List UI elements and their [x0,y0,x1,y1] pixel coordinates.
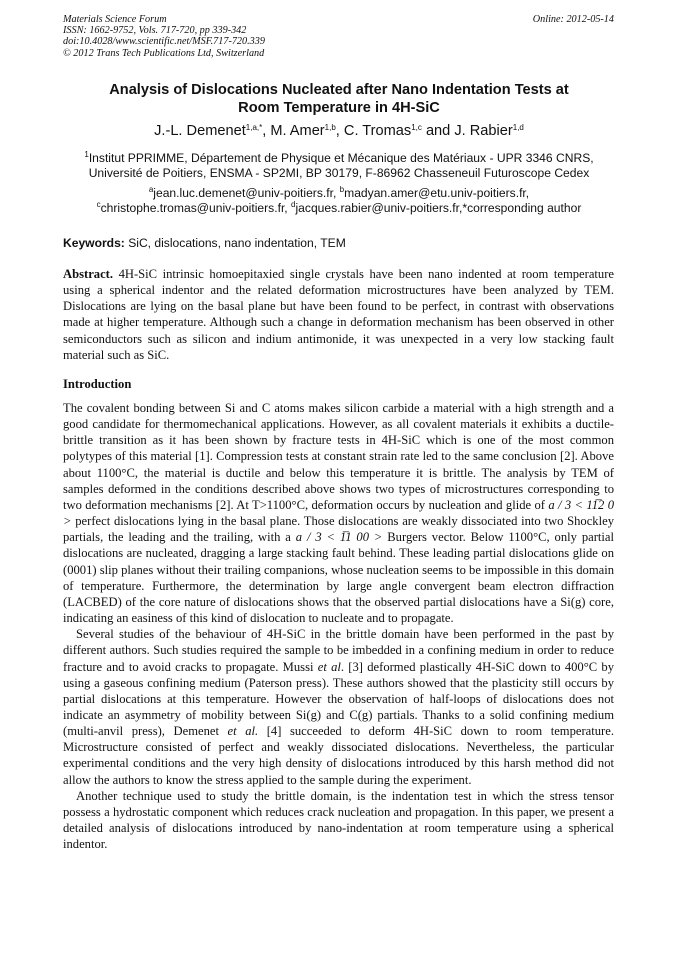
author-name: and J. Rabier [421,123,513,139]
email-a[interactable]: jean.luc.demenet@univ-poitiers.fr, [153,186,340,200]
journal-name: Materials Science Forum [63,14,167,25]
keywords-text: SiC, dislocations, nano indentation, TEM [124,236,346,250]
issn-line: ISSN: 1662-9752, Vols. 717-720, pp 339-342 [63,25,247,37]
author-list [63,123,615,139]
keywords [63,236,346,250]
title-line-2: Room Temperature in 4H-SiC [238,100,440,116]
section-heading-introduction: Introduction [63,377,132,391]
author-name: J.-L. Demenet [154,123,246,139]
author-sup: 1,b [324,123,336,132]
email-block [63,186,615,215]
email-line-2: $^c$christophe.tromas@univ-poitiers.fr, $^d$jacques.rabier@univ-poitiers.fr,*corresponding author [96,199,582,215]
author-sup: 1,a,* [245,123,263,132]
affiliation-line-2: Université de Poitiers, ENSMA - SP2MI, BP 30179, F-86962 Chasseneuil Futuroscope Cedex [88,165,590,180]
doi-line: doi:10.4028/www.scientific.net/MSF.717-720.339 [63,36,265,48]
keywords-label: Keywords: [63,236,125,250]
abstract-text: 4H-SiC intrinsic homoepitaxied single crystals have been nano indented at room temperature using a spherical indentor and the related deformation microstructures have been analyzed by TEM. Dislocations are lying on the basal plane but have been found to be perfect, in contrast with observations made at higher temperature. Although such a change in deformation mechanism has been observed in other semiconductors such as silicon and indium antimonide, it was unexpected in a very low stacking fault material such as SiC. [63,267,614,362]
abstract [63,266,614,363]
abstract-label: Abstract. [63,267,114,281]
introduction-body [63,400,614,852]
copyright-line: © 2012 Trans Tech Publications Ltd, Switzerland [63,47,265,59]
paragraph: The covalent bonding between Si and C atoms makes silicon carbide a material with a high strength and a good candidate for thermomechanical applications. However, as all covalent materials it exhibits a ductile-brittle transition as it has been shown by fracture tests in 4H-SiC which is one of the most common polytypes of this material [1]. Compression tests at constant strain rate led to the same conclusion [2]. Above about 1100°C, the material is ductile and below this temperature it is brittle. The analysis by TEM of samples deformed in the conditions described above shows two types of microstructures corresponding to two deformation mechanisms [2]. At T>1100°C, deformation occurs by nucleation and glide of a / 3 < 11̅2 0 > perfect dislocations lying in the basal plane. Those dislocations are weakly dissociated into two Shockley partials, the leading and the trailing, with a a / 3 < 1̅1 00 > Burgers vector. Below 1100°C, only partial dislocations are nucleated, dragging a large stacking fault behind. These leading partial dislocations glide on (0001) slip planes without their trailing companions, whose nucleation seems to be impossible in this domain of temperature. Furthermore, the determination by large angle convergent beam electron diffraction (LACBED) of the core nature of dislocations shows that the observed partial dislocations have a Si(g) core, indicating an easiness of this kind of dislocation to nucleate and to propagate. [63,401,615,626]
affiliation-line-1: $^1$Institut PPRIMME, Département de Physique et Mécanique des Matériaux - UPR 3346 CNRS, [84,150,594,165]
paper-title [63,81,615,117]
author-name: , C. Tromas [335,123,412,139]
title-line-1: Analysis of Dislocations Nucleated after Nano Indentation Tests at [109,82,569,98]
author-sup: 1,c [411,123,422,132]
burgers-vector-perfect: a / 3 < 11̅2 0 > [63,497,615,529]
online-date: Online: 2012-05-14 [532,14,614,25]
author-sup: 1,d [512,123,524,132]
journal-header [63,14,265,59]
paragraph: Another technique used to study the brittle domain, is the indentation test in which the stress tensor possess a hydrostatic component which reduces crack nucleation and propagation. In this paper, we present a detailed analysis of dislocations introduced by nano-indentation at room temperature using a spherical indentor. [63,788,614,852]
email-c[interactable]: christophe.tromas@univ-poitiers.fr, [100,200,292,215]
email-b[interactable]: madyan.amer@etu.univ-poitiers.fr, [344,186,530,200]
paragraph: Several studies of the behaviour of 4H-SiC in the brittle domain have been performed in the past by different authors. Such studies required the sample to be imbedded in a confining medium in order to reduce fracture and to avoid cracks to propagate. Mussi et al. [3] deformed plastically 4H-SiC down to 400°C by using a gaseous confining medium (Paterson press). These authors showed that the plasticity still occurs by partial dislocations at this temperature. However the observation of half-loops of dislocations does not indicate an asymmetry of mobility between Si(g) and C(g) partials. Thanks to a solid confining medium (multi-anvil press), Demenet et al. [4] succeeded to deform 4H-SiC down to room temperature. Microstructure consisted of perfect and weakly dissociated dislocations. Nevertheless, the particular experimental conditions and the very high density of dislocations introduced by this harsh method did not allow the authors to know the stress applied to the sample during the experiment. [63,627,614,787]
email-d[interactable]: jacques.rabier@univ-poitiers.fr,*corresponding author [295,200,582,215]
burgers-vector-partial: a / 3 < 1̅1 00 > [295,530,383,545]
author-name: , M. Amer [262,123,325,139]
affiliation [63,151,615,180]
email-line-1: $^a$jean.luc.demenet@univ-poitiers.fr, $^b$madyan.amer@etu.univ-poitiers.fr, [148,185,530,200]
